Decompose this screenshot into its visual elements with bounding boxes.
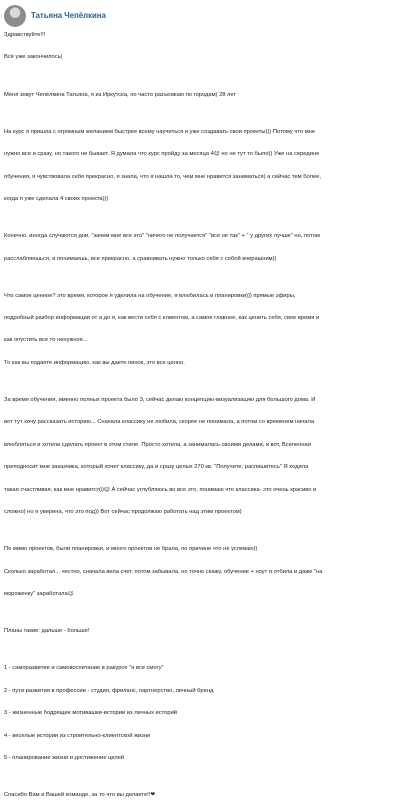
list-item: 3 - жизненные бодрящие мотивашки-истории из личных историй xyxy=(4,710,178,717)
text-line: преподносит мне заказчика, который хочет классику, да и сразу целых 270 кв. "Получите, распишитесь" Я ходила xyxy=(4,464,309,471)
text-line: Планы такие: дальше - больше! xyxy=(4,628,90,635)
list-item: 4 - веселые истории из строительно-клиентской жизни xyxy=(4,732,151,739)
text-line: такая счастливая, как мне нравится))😊 А сейчас углубляюсь во все это, понимаю что классика- это очень красиво и xyxy=(4,486,317,493)
text-line: То как вы подаете информацию, как вы даете пинок, это все ценно. xyxy=(4,359,185,366)
greeting-line: Здравствуйте!!! xyxy=(4,31,46,38)
text-line: расслабляешься, и понимаешь, все прекрасно, а сравнивать нужно только себя с собой вчерашним)) xyxy=(4,255,277,262)
text-line: Что самое ценное? это время, которое я уделила на обучение, я влюбилась в планировки))) прямые эфиры, xyxy=(4,292,296,299)
text-line: мороженку" заработала😉 xyxy=(4,590,74,597)
text-line: когда я уже сделала 4 своих проекта))) xyxy=(4,195,109,202)
text-line: Конечно, иногда случаются дни, "зачем мне все это" "ничего не получается" "все не так" + " у других лучше" но, потом xyxy=(4,233,320,240)
text-line: сложно) но я уверена, что это под)) Вот сейчас продолжаю работать над этим проектом) xyxy=(4,508,242,515)
text-line: Меня зовут Чепёлкина Татьяна, я из Иркутска, но часто разъезжаю по городам) 28 лет xyxy=(4,91,237,98)
text-line: На курс я пришла с огромным желанием быстрее всему научиться и уже создавать свои проекты))) Потому что мне xyxy=(4,128,316,135)
closing-line: Спасибо Вам и Вашей команде, за то что вы делаете!!❤ xyxy=(4,792,156,799)
list-item: 2 - пути развития в профессии - студия, фриланс, партнерство, личный бренд xyxy=(4,687,214,694)
text-line: влюбляться и хотела сделать проект в этом стиле. Просто хотела, а занималась своими делами, и вот, Вселенная xyxy=(4,441,311,448)
text-line: как опустить все то ненужное... xyxy=(4,337,88,344)
author-name[interactable]: Татьяна Чепёлкина xyxy=(31,11,106,20)
text-line: нужно все и сразу, но такого не бывает. Я думала что курс пройду за месяца 4😊 но не тут то было)) Уже на середине xyxy=(4,151,320,158)
text-line: За время обучения, именно полных проекта было 3, сейчас делаю концепцию-визуализацию для большого дома. И xyxy=(4,397,316,404)
text-line: Всё уже закончилось( xyxy=(4,54,63,61)
text-line: Сколько заработал... честно, сначала вела счет, потом забывала, но точно скажу, обучение + ноут я отбила и даже "на xyxy=(4,568,323,575)
text-line: подробный разбор информации от а до я, как вести себя с клиентом, а самое главное, как ценить себя, свое время и xyxy=(4,315,320,322)
post-body xyxy=(4,17,396,800)
text-line: По мимо проектов, были планировки, и много проектов не брала, по причине что не успеваю)) xyxy=(4,546,258,553)
list-item: 1 - саморазвитие и самовоспитание в ракурсе "я все смогу" xyxy=(4,665,164,672)
text-line: обучения, я чувствовала себя прекрасно, я знала, что я нашла то, чем мне нравится заниматься) а сейчас тем более, xyxy=(4,173,321,180)
text-line: вот тут хочу рассказать историю... Сначала классику не любила, скорее не понимала, а потом со временем начала xyxy=(4,419,315,426)
list-item: 5 - планирование жизни и достижение целей xyxy=(4,754,125,761)
